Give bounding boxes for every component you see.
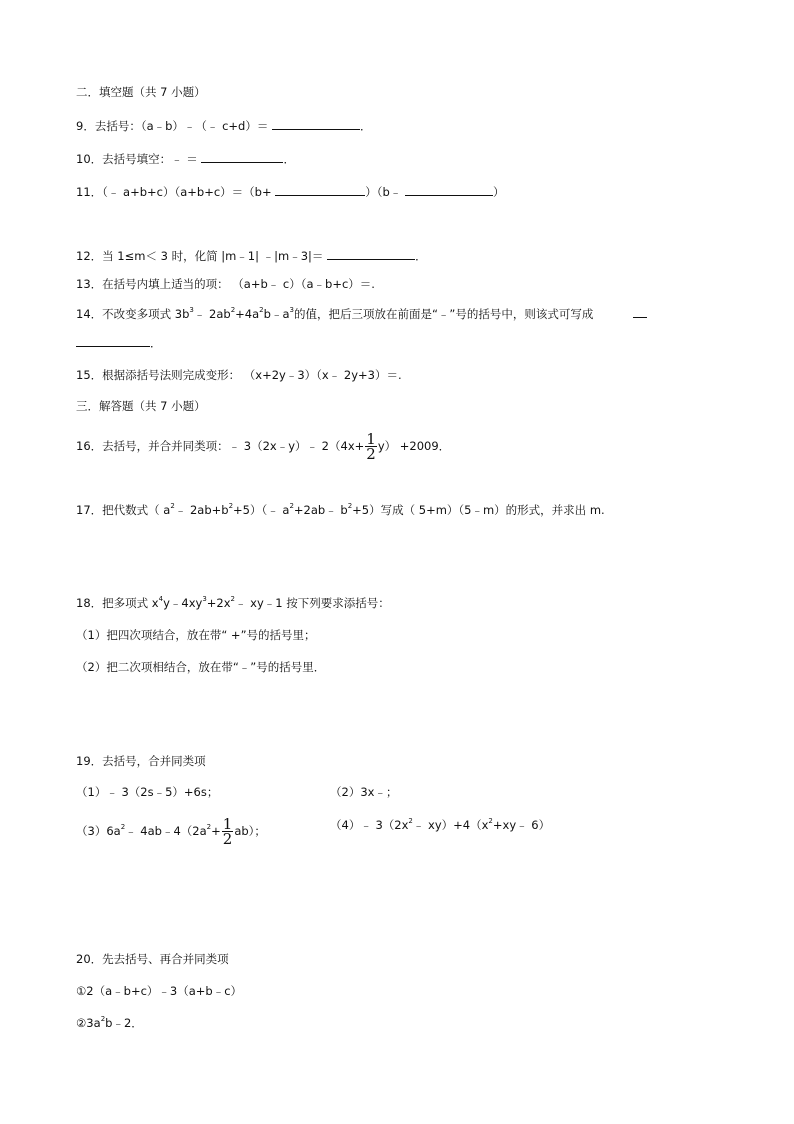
answer-blank[interactable] [327, 247, 415, 260]
question-10: 10．去括号填空：﹣ ＝ ． [76, 152, 295, 166]
question-12: 12．当 1≤m＜ 3 时，化简 |m﹣1| ﹣|m﹣3|＝ ． [76, 249, 427, 263]
answer-blank[interactable] [405, 183, 493, 196]
question-13: 13．在括号内填上适当的项： （a+b﹣ c）（a﹣b+c）＝. [76, 277, 375, 291]
question-14: 14．不改变多项式 $3b^3﹣$ $2ab^2+4a^2b﹣a^3$的值，把后三项放在前面是“﹣”号的括号中，则该式可写成 [76, 305, 647, 322]
question-20-part-2: $②3a^2b﹣2$． [76, 1015, 143, 1030]
question-17: 17．把代数式（ $a^2﹣$ $2ab+b^2+5)(﹣$ $a^2+2ab﹣$ $b^2+5$）写成（ 5+m）（5﹣m）的形式，并求出 m. [76, 502, 605, 517]
question-19-part-3: $(3)6a^2﹣$ $4ab﹣4(2a^2+$ $\frac{1}{2}$ ab）； [76, 815, 266, 848]
question-19-part-1: （1）﹣ 3（2s﹣5）+6s； [76, 785, 219, 799]
question-16: 16．去括号，并合并同类项：﹣ 3（2x﹣y）﹣ 2（4x+ $\frac{1}{2}$ y） +2009． [76, 430, 451, 463]
fraction: $\frac{1}{2}$ [222, 815, 233, 848]
question-18: 18．把多项式 $x^4y﹣4xy^3+2x^2﹣$ xy﹣1 按下列要求添括号： [76, 595, 390, 610]
answer-blank[interactable] [76, 334, 150, 347]
fraction: $\frac{1}{2}$ [366, 430, 376, 463]
question-18-part-1: （1）把四次项结合，放在带“ +”号的括号里； [76, 628, 316, 642]
question-14-continued: ． [76, 334, 162, 351]
answer-blank[interactable] [201, 150, 283, 163]
answer-blank[interactable] [272, 117, 360, 130]
answer-blank[interactable] [633, 305, 647, 318]
question-9: 9．去括号：（a﹣b）﹣（﹣ c+d）＝ ． [76, 119, 372, 133]
question-19: 19．去括号，合并同类项 [76, 754, 206, 768]
question-11: 11．（﹣ a+b+c）（a+b+c）＝（b+ ）（b﹣ ） [76, 185, 505, 199]
question-19-part-4: （4）﹣ $3(2x^2﹣$ $xy)+4(x^2+xy﹣$ 6） [330, 817, 551, 832]
answer-blank[interactable] [275, 183, 365, 196]
question-15: 15．根据添括号法则完成变形： （x+2y﹣3）（x﹣ 2y+3）＝. [76, 368, 402, 382]
section-3-title: 三．解答题（共 7 小题） [76, 399, 206, 413]
question-19-part-2: （2）3x﹣； [330, 785, 398, 799]
question-20: 20．先去括号、再合并同类项 [76, 952, 229, 966]
section-2-title: 二．填空题（共 7 小题） [76, 85, 206, 99]
question-18-part-2: （2）把二次项相结合，放在带“﹣”号的括号里． [76, 660, 326, 674]
question-20-part-1: ①2（a﹣b+c）﹣3（a+b﹣c） [76, 984, 243, 998]
